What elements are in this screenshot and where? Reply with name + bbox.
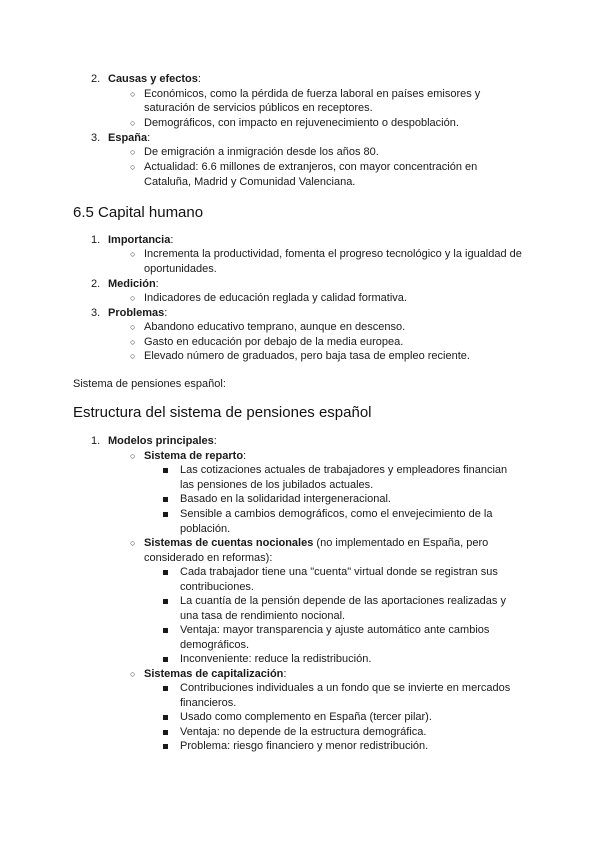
square-bullet-icon xyxy=(163,468,168,473)
sub-heading: Sistemas de capitalización: xyxy=(144,668,287,680)
sub-heading-cont: considerado en reformas): xyxy=(144,552,273,564)
square-bullet-icon xyxy=(163,657,168,662)
circle-bullet-icon: ○ xyxy=(130,293,136,303)
square-bullet-icon xyxy=(163,744,168,749)
list-item-line: población. xyxy=(180,523,231,535)
list-item-line: Ventaja: mayor transparencia y ajuste automático ante cambios xyxy=(180,624,490,636)
list-item-line: Cataluña, Madrid y Comunidad Valenciana. xyxy=(144,176,356,188)
list-item-line: Sensible a cambios demográficos, como el envejecimiento de la xyxy=(180,508,493,520)
circle-bullet-icon: ○ xyxy=(130,351,136,361)
circle-bullet-icon: ○ xyxy=(130,249,136,259)
circle-bullet-icon: ○ xyxy=(130,322,136,332)
list-item-line: Cada trabajador tiene una "cuenta" virtual donde se registran sus xyxy=(180,566,498,578)
list-item-line: saturación de servicios públicos en receptores. xyxy=(144,102,373,114)
sub-heading: Sistema de reparto: xyxy=(144,450,247,462)
list-item-line: Abandono educativo temprano, aunque en descenso. xyxy=(144,321,406,333)
list-number: 3. xyxy=(91,132,101,144)
circle-bullet-icon: ○ xyxy=(130,162,136,172)
circle-bullet-icon: ○ xyxy=(130,118,136,128)
list-heading: España: xyxy=(108,132,151,144)
list-item-line: oportunidades. xyxy=(144,263,217,275)
list-item-line: Ventaja: no depende de la estructura demográfica. xyxy=(180,726,427,738)
list-item-line: financieros. xyxy=(180,697,237,709)
list-item-line: De emigración a inmigración desde los años 80. xyxy=(144,146,379,158)
list-item-line: una tasa de rendimiento nocional. xyxy=(180,610,346,622)
circle-bullet-icon: ○ xyxy=(130,538,136,548)
list-heading: Modelos principales: xyxy=(108,435,217,447)
sub-heading: Sistemas de cuentas nocionales (no implementado en España, pero xyxy=(144,537,489,549)
circle-bullet-icon: ○ xyxy=(130,337,136,347)
square-bullet-icon xyxy=(163,512,168,517)
list-item-line: las pensiones de los jubilados actuales. xyxy=(180,479,374,491)
list-item-line: Gasto en educación por debajo de la media europea. xyxy=(144,336,404,348)
paragraph: Sistema de pensiones español: xyxy=(73,378,226,390)
list-item-line: contribuciones. xyxy=(180,581,254,593)
list-number: 3. xyxy=(91,307,101,319)
square-bullet-icon xyxy=(163,497,168,502)
list-number: 2. xyxy=(91,73,101,85)
list-item-line: Elevado número de graduados, pero baja tasa de empleo reciente. xyxy=(144,350,470,362)
list-number: 1. xyxy=(91,435,101,447)
list-heading: Importancia: xyxy=(108,234,174,246)
square-bullet-icon xyxy=(163,628,168,633)
circle-bullet-icon: ○ xyxy=(130,669,136,679)
square-bullet-icon xyxy=(163,599,168,604)
square-bullet-icon xyxy=(163,715,168,720)
circle-bullet-icon: ○ xyxy=(130,89,136,99)
list-item-line: Las cotizaciones actuales de trabajadores y empleadores financian xyxy=(180,464,508,476)
circle-bullet-icon: ○ xyxy=(130,451,136,461)
list-item-line: Incrementa la productividad, fomenta el progreso tecnológico y la igualdad de xyxy=(144,248,522,260)
list-item-line: Indicadores de educación reglada y calidad formativa. xyxy=(144,292,407,304)
list-item-line: demográficos. xyxy=(180,639,250,651)
list-heading: Causas y efectos: xyxy=(108,73,201,85)
list-item-line: Usado como complemento en España (tercer pilar). xyxy=(180,711,432,723)
square-bullet-icon xyxy=(163,686,168,691)
square-bullet-icon xyxy=(163,730,168,735)
section-heading: 6.5 Capital humano xyxy=(73,204,204,221)
list-number: 2. xyxy=(91,278,101,290)
square-bullet-icon xyxy=(163,570,168,575)
list-item-line: Económicos, como la pérdida de fuerza laboral en países emisores y xyxy=(144,88,481,100)
list-item-line: Actualidad: 6.6 millones de extranjeros, con mayor concentración en xyxy=(144,161,478,173)
list-number: 1. xyxy=(91,234,101,246)
list-item-line: Contribuciones individuales a un fondo que se invierte en mercados xyxy=(180,682,511,694)
list-item-line: Demográficos, con impacto en rejuvenecimiento o despoblación. xyxy=(144,117,459,129)
circle-bullet-icon: ○ xyxy=(130,147,136,157)
section-heading: Estructura del sistema de pensiones español xyxy=(73,404,372,421)
list-item-line: La cuantía de la pensión depende de las aportaciones realizadas y xyxy=(180,595,506,607)
list-heading: Medición: xyxy=(108,278,159,290)
list-heading: Problemas: xyxy=(108,307,168,319)
list-item-line: Problema: riesgo financiero y menor redistribución. xyxy=(180,740,429,752)
list-item-line: Inconveniente: reduce la redistribución. xyxy=(180,653,372,665)
list-item-line: Basado en la solidaridad intergeneracional. xyxy=(180,493,391,505)
